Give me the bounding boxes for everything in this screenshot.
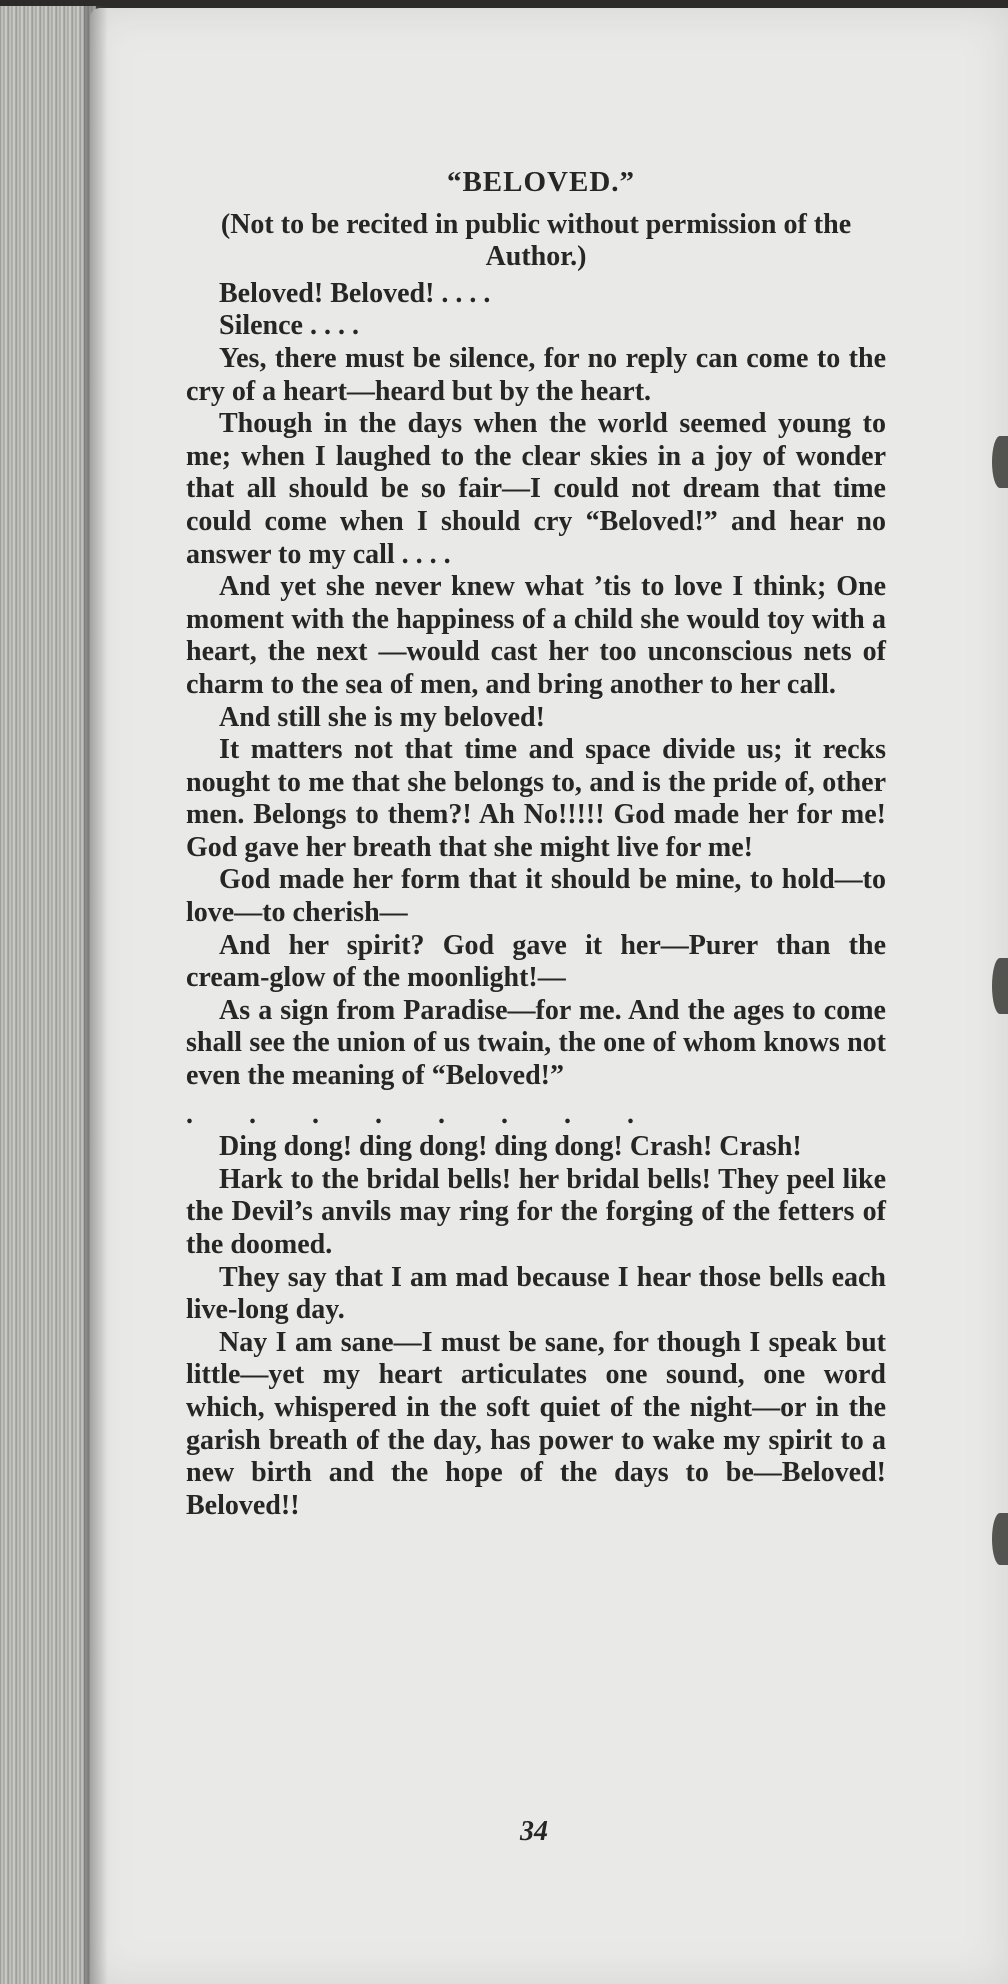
permission-note: (Not to be recited in public without permission of the Author.) — [220, 208, 852, 273]
gutter-shadow — [84, 6, 108, 1984]
ink-bleed-mark — [992, 1513, 1008, 1565]
paragraph: Ding dong! ding dong! ding dong! Crash! Crash! — [219, 1131, 802, 1163]
book-page-edges — [0, 6, 96, 1984]
paragraph: Hark to the bridal bells! her bridal bells! They peel like the Devil’s anvils may ring for the forging of the fetters of the doomed. — [186, 1163, 886, 1260]
paragraph: It matters not that time and space divide us; it recks nought to me that she belongs to, and is the pride of, other men. Belongs to them?! Ah No!!!!! God made her for me! God gave her breath that she might live for me! — [186, 734, 886, 863]
paragraph: Silence . . . . — [219, 310, 359, 342]
paragraph: And still she is my beloved! — [219, 701, 545, 733]
page-number: 34 — [520, 1816, 548, 1847]
paragraph: Beloved! Beloved! . . . . — [219, 277, 491, 309]
paragraph: God made her form that it should be mine, to hold—to love—to cherish— — [186, 864, 886, 929]
paragraph: Though in the days when the world seemed young to me; when I laughed to the clear skies in a joy of wonder that all should be so fair—I could not dream that time could come when I should cry “Beloved!” and hear no answer to my call . . . . — [186, 408, 886, 570]
paragraph: Nay I am sane—I must be sane, for though I speak but little—yet my heart articulates one sound, one word which, whispered in the soft quiet of the night—or in the garish breath of the day, has power to wake my spirit to a new birth and the hope of the days to be—Beloved! Beloved!! — [186, 1326, 886, 1521]
paragraph: Yes, there must be silence, for no reply can come to the cry of a heart—heard but by the heart. — [186, 342, 886, 407]
poem-title: “BELOVED.” — [446, 166, 636, 198]
paragraph: They say that I am mad because I hear those bells each live-long day. — [186, 1261, 886, 1326]
paragraph: And her spirit? God gave it her—Purer than the cream-glow of the moonlight!— — [186, 929, 886, 994]
section-separator: . . . . . . . . — [186, 1098, 634, 1130]
ink-bleed-mark — [992, 436, 1008, 488]
poem-text — [186, 166, 886, 1522]
ink-bleed-mark — [992, 958, 1008, 1014]
paragraph: As a sign from Paradise—for me. And the ages to come shall see the union of us twain, the one of whom knows not even the meaning of “Beloved!” — [186, 994, 886, 1092]
paragraph: And yet she never knew what ’tis to love I think; One moment with the happiness of a child she would toy with a heart, the next —would cast her too unconscious nets of charm to the sea of men, and bring another to her call. — [186, 571, 886, 700]
